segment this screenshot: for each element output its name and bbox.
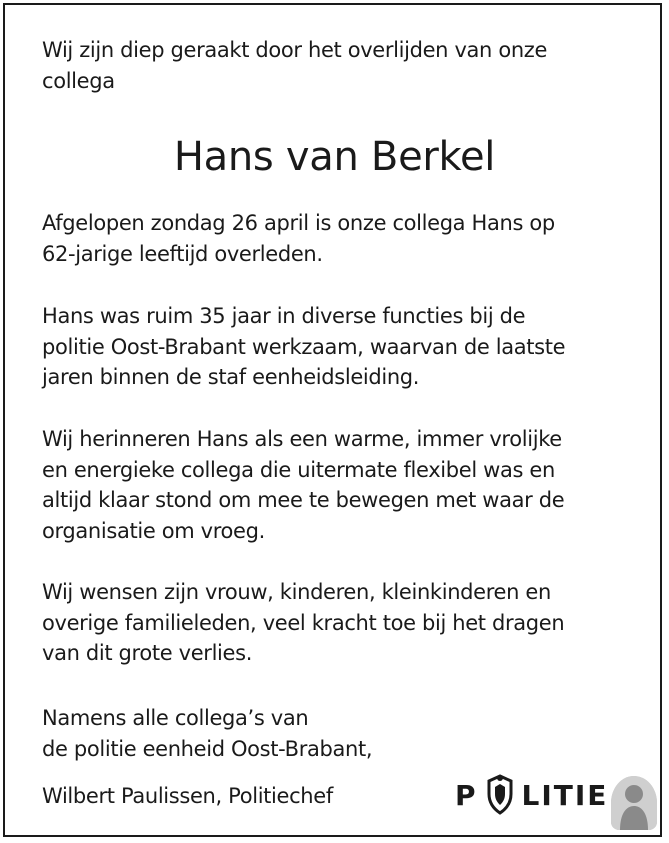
politie-logo: [455, 770, 608, 820]
paragraph-condolences: Wij wensen zijn vrouw, kinderen, kleinkinderen en overige familieleden, veel kracht toe bij het dragen van dit grote verlies.: [42, 580, 565, 665]
paragraph-remembrance: Wij herinneren Hans als een warme, immer vrolijke en energieke collega die uitermate flexibel was en altijd klaar stond om mee te bewegen met waar de organisatie om vroeg.: [42, 427, 565, 543]
deceased-name: Hans van Berkel: [173, 134, 496, 180]
intro-text: Wij zijn diep geraakt door het overlijden van onze collega: [42, 38, 548, 93]
person-silhouette-icon: [611, 776, 657, 830]
closing-text: Namens alle collega’s van de politie eenheid Oost-Brabant,: [42, 706, 373, 761]
signature: Wilbert Paulissen, Politiechef: [42, 784, 333, 808]
paragraph-announcement: Afgelopen zondag 26 april is onze collega Hans op 62-jarige leeftijd overleden.: [42, 211, 555, 266]
logo-text-end: LITIE: [521, 778, 609, 812]
paragraph-career: Hans was ruim 35 jaar in diverse functies bij de politie Oost-Brabant werkzaam, waarvan de laatste jaren binnen de staf eenheidsleiding.: [42, 304, 566, 389]
logo-text-start: P: [455, 778, 478, 812]
police-emblem-icon: [480, 772, 520, 818]
